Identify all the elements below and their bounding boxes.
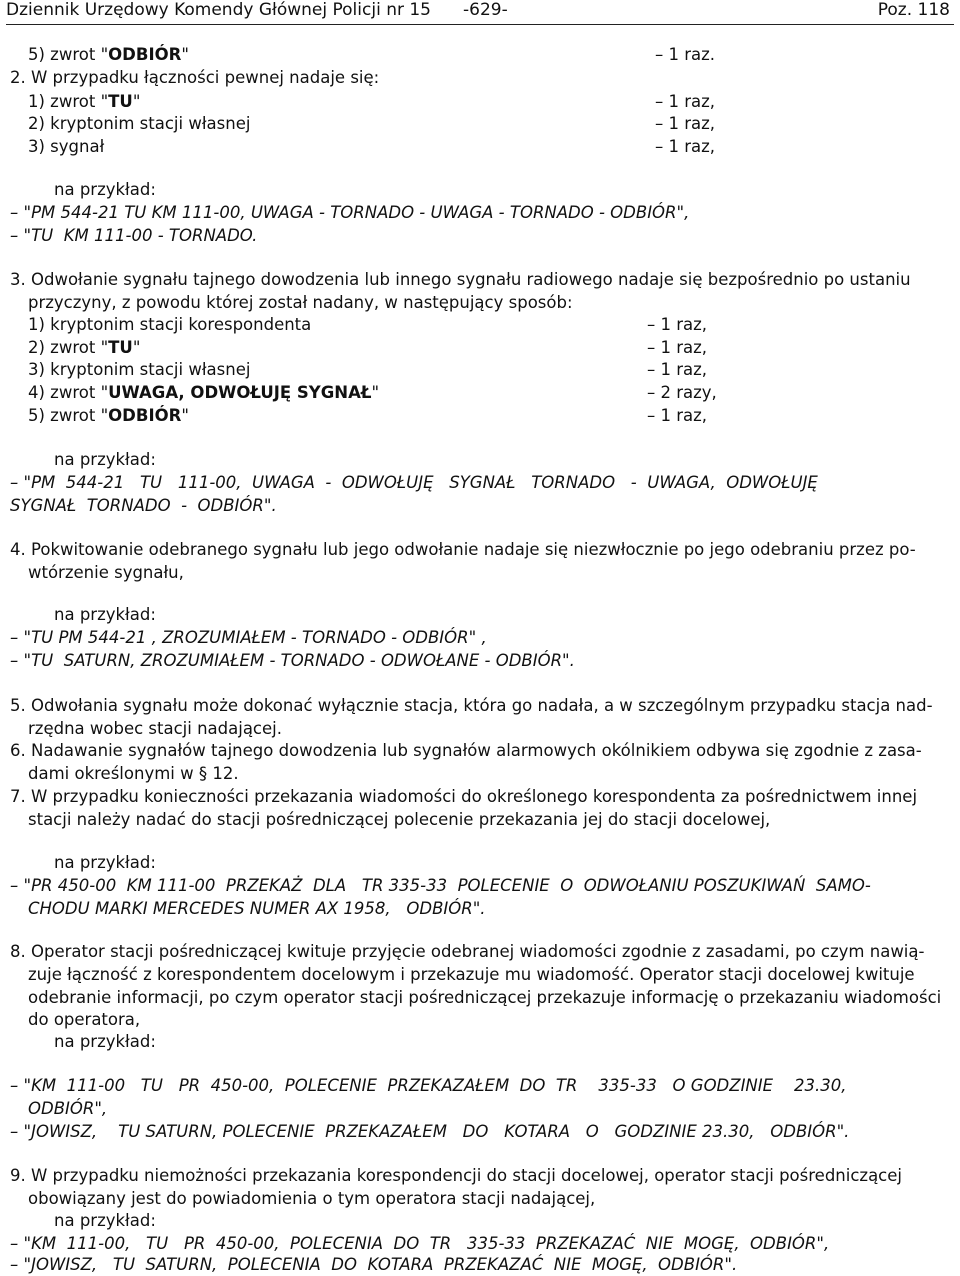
paragraph-4: 4. Pokwitowanie odebranego sygnału lub jego odwołanie nadaje się niezwłocznie po jego odebraniu przez po-: [10, 540, 916, 559]
example-line: SYGNAŁ TORNADO - ODBIÓR".: [10, 496, 277, 515]
list-item-count: – 1 raz,: [655, 137, 716, 156]
list-item: 3) kryptonim stacji własnej: [28, 360, 251, 379]
example-line: – "PM 544-21 TU KM 111-00, UWAGA - TORNADO - UWAGA - TORNADO - ODBIÓR",: [10, 203, 690, 222]
list-item: 2) zwrot "TU": [28, 338, 141, 357]
list-item: 4) zwrot "UWAGA, ODWOŁUJĘ SYGNAŁ": [28, 383, 380, 402]
example-label: na przykład:: [54, 1032, 156, 1051]
example-label: na przykład:: [54, 450, 156, 469]
list-item: 5) zwrot "ODBIÓR": [28, 406, 189, 425]
paragraph-6: 6. Nadawanie sygnałów tajnego dowodzenia lub sygnałów alarmowych okólnikiem odbywa się zgodnie z zasa-: [10, 741, 922, 760]
example-line: – "JOWISZ, TU SATURN, POLECENIA DO KOTARA PRZEKAZAĆ NIE MOGĘ, ODBIÓR".: [10, 1255, 738, 1274]
example-line: – "TU PM 544-21 , ZROZUMIAŁEM - TORNADO - ODBIÓR" ,: [10, 628, 487, 647]
example-line: – "TU SATURN, ZROZUMIAŁEM - TORNADO - ODWOŁANE - ODBIÓR".: [10, 651, 575, 670]
list-item-count: – 1 raz,: [655, 92, 716, 111]
list-item: 1) kryptonim stacji korespondenta: [28, 315, 312, 334]
paragraph-9: 9. W przypadku niemożności przekazania korespondencji do stacji docelowej, operator stacji pośredniczącej: [10, 1166, 902, 1185]
example-label: na przykład:: [54, 180, 156, 199]
list-item-count: – 2 razy,: [647, 383, 717, 402]
example-line: ODBIÓR",: [28, 1099, 108, 1118]
list-item: 5) zwrot "ODBIÓR": [28, 45, 189, 64]
page-number: -629-: [463, 0, 508, 20]
paragraph-4-cont: wtórzenie sygnału,: [28, 563, 184, 582]
list-item-count: – 1 raz,: [655, 114, 716, 133]
example-line: – "JOWISZ, TU SATURN, POLECENIE PRZEKAZAŁEM DO KOTARA O GODZINIE 23.30, ODBIÓR".: [10, 1122, 850, 1141]
paragraph-7: 7. W przypadku konieczności przekazania wiadomości do określonego korespondenta za pośrednictwem innej: [10, 787, 918, 806]
example-line: – "KM 111-00, TU PR 450-00, POLECENIA DO TR 335-33 PRZEKAZAĆ NIE MOGĘ, ODBIÓR",: [10, 1234, 830, 1253]
paragraph-2-intro: 2. W przypadku łączności pewnej nadaje się:: [10, 68, 380, 87]
paragraph-5-cont: rzędna wobec stacji nadającej.: [28, 719, 282, 738]
paragraph-5: 5. Odwołania sygnału może dokonać wyłącznie stacja, która go nadała, a w szczególnym przypadku stacja nad-: [10, 696, 933, 715]
position-number: Poz. 118: [877, 0, 950, 20]
list-item-count: – 1 raz.: [655, 45, 716, 64]
example-label: na przykład:: [54, 605, 156, 624]
journal-title: Dziennik Urzędowy Komendy Głównej Policji nr 15: [6, 0, 431, 20]
paragraph-9-cont: obowiązany jest do powiadomienia o tym operatora stacji nadającej,: [28, 1189, 596, 1208]
example-line: – "KM 111-00 TU PR 450-00, POLECENIE PRZEKAZAŁEM DO TR 335-33 O GODZINIE 23.30,: [10, 1076, 847, 1095]
example-label: na przykład:: [54, 1211, 156, 1230]
list-item-count: – 1 raz,: [647, 406, 708, 425]
paragraph-8: 8. Operator stacji pośredniczącej kwituje przyjęcie odebranej wiadomości zgodnie z zasadami, po czym nawią-: [10, 942, 925, 961]
list-item-count: – 1 raz,: [647, 360, 708, 379]
example-line: – "PR 450-00 KM 111-00 PRZEKAŻ DLA TR 335-33 POLECENIE O ODWOŁANIU POSZUKIWAŃ SAMO-: [10, 876, 871, 895]
example-label: na przykład:: [54, 853, 156, 872]
paragraph-3: 3. Odwołanie sygnału tajnego dowodzenia lub innego sygnału radiowego nadaje się bezpośrednio po ustaniu: [10, 270, 911, 289]
example-line: – "PM 544-21 TU 111-00, UWAGA - ODWOŁUJĘ SYGNAŁ TORNADO - UWAGA, ODWOŁUJĘ: [10, 473, 818, 492]
list-item-count: – 1 raz,: [647, 315, 708, 334]
list-item: 2) kryptonim stacji własnej: [28, 114, 251, 133]
paragraph-8-cont: odebranie informacji, po czym operator stacji pośredniczącej przekazuje informację o przekazaniu wiadomości: [28, 988, 942, 1007]
paragraph-3-cont: przyczyny, z powodu której został nadany, w następujący sposób:: [28, 293, 573, 312]
example-line: CHODU MARKI MERCEDES NUMER AX 1958, ODBIÓR".: [28, 899, 486, 918]
list-item: 3) sygnał: [28, 137, 105, 156]
paragraph-7-cont: stacji należy nadać do stacji pośredniczącej polecenie przekazania jej do stacji docelowej,: [28, 810, 771, 829]
page-header: [6, 0, 954, 25]
list-item-count: – 1 raz,: [647, 338, 708, 357]
paragraph-8-cont: zuje łączność z korespondentem docelowym i przekazuje mu wiadomość. Operator stacji docelowej kwituje: [28, 965, 915, 984]
paragraph-8-cont: do operatora,: [28, 1010, 141, 1029]
list-item: 1) zwrot "TU": [28, 92, 141, 111]
example-line: – "TU KM 111-00 - TORNADO.: [10, 226, 258, 245]
paragraph-6-cont: dami określonymi w § 12.: [28, 764, 239, 783]
